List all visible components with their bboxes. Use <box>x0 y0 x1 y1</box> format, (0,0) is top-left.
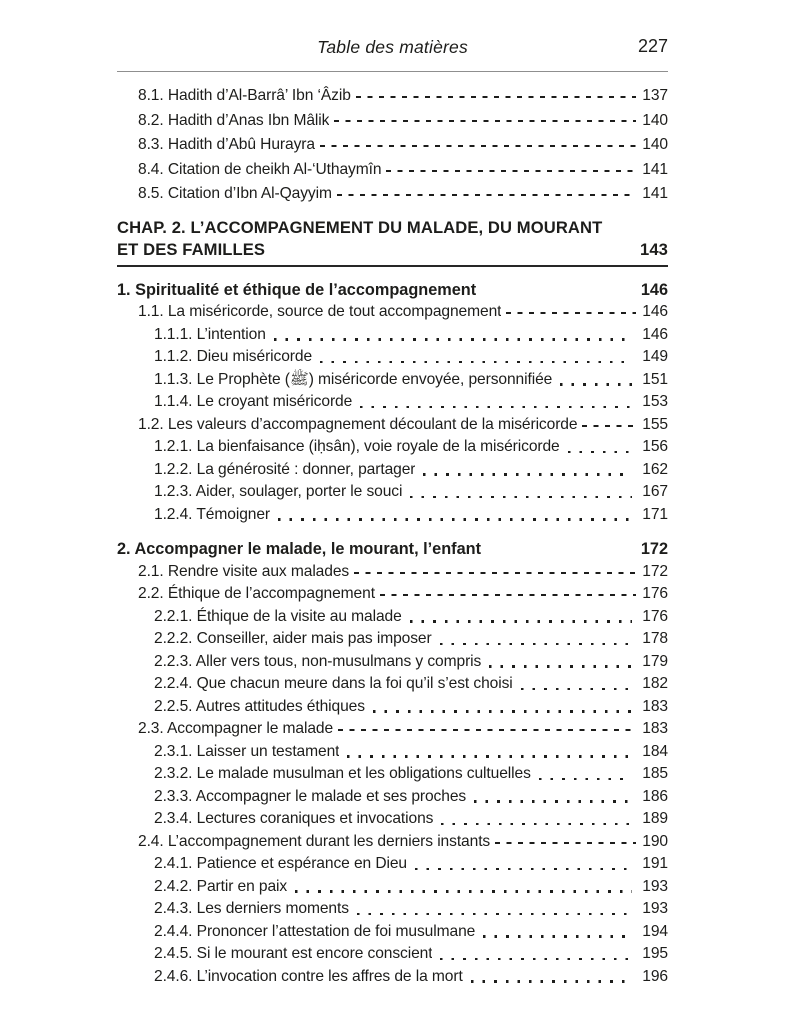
entry-label: 8.4. Citation de cheikh Al-‘Uthaymîn <box>138 160 382 178</box>
entry-label: 1.1.4. Le croyant miséricorde <box>154 393 353 411</box>
toc-entry <box>117 808 668 831</box>
leader-dots <box>563 436 636 459</box>
leader-dots <box>516 673 636 696</box>
toc-entry <box>117 763 668 786</box>
entry-page-number: 146 <box>642 325 668 343</box>
leader-dots <box>534 763 636 786</box>
entry-page-number: 153 <box>642 393 668 411</box>
entry-label: 2.3.4. Lectures coraniques et invocations <box>154 810 434 828</box>
folio-page-number: 227 <box>637 36 668 56</box>
leader-dots <box>469 786 636 809</box>
entry-label: 2.4.4. Prononcer l’attestation de foi musulmane <box>154 922 476 940</box>
toc-entry <box>117 651 668 674</box>
toc-entry <box>117 84 668 109</box>
entry-label: 1.2.4. Témoigner <box>154 505 271 523</box>
leader-dots <box>405 481 636 504</box>
chapter-heading <box>117 217 668 267</box>
entry-label: 2.4.5. Si le mourant est encore conscient <box>154 945 433 963</box>
leader-dashes <box>504 301 636 324</box>
leader-dashes <box>318 133 636 158</box>
chapter-title-line1: CHAP. 2. L’ACCOMPAGNEMENT DU MALADE, DU MOURANT <box>117 217 603 237</box>
entry-label: 2.2.1. Éthique de la visite au malade <box>154 607 402 625</box>
leader-dashes <box>335 182 636 207</box>
entry-page-number: 140 <box>642 111 668 129</box>
toc-entry <box>117 481 668 504</box>
leader-dots <box>269 324 636 347</box>
entry-page-number: 191 <box>642 855 668 873</box>
entry-label: 2.1. Rendre visite aux malades <box>138 562 350 580</box>
leader-dots <box>410 853 636 876</box>
toc-entry <box>117 628 668 651</box>
toc-entry <box>117 436 668 459</box>
leader-dots <box>466 966 636 989</box>
leader-dots <box>352 898 636 921</box>
toc-entry <box>117 391 668 414</box>
toc-entry <box>117 898 668 921</box>
entry-page-number: 182 <box>642 675 668 693</box>
toc-entry <box>117 853 668 876</box>
entry-label: 2.4. L’accompagnement durant les derniers instants <box>138 832 491 850</box>
toc-entry <box>117 459 668 482</box>
leader-dashes <box>336 718 636 741</box>
leader-spacer <box>484 538 636 561</box>
header-rule <box>117 71 668 72</box>
toc-entry <box>117 414 668 437</box>
toc-entry <box>117 673 668 696</box>
leader-dashes <box>384 158 636 183</box>
entry-label: 8.2. Hadith d’Anas Ibn Mâlik <box>138 111 330 129</box>
leader-dashes <box>352 561 636 584</box>
toc-entry <box>117 369 668 392</box>
leader-dots <box>405 606 636 629</box>
entry-page-number: 141 <box>642 185 668 203</box>
entry-label: 1. Spiritualité et éthique de l’accompagnement <box>117 280 477 299</box>
entry-label: 2.2.2. Conseiller, aider mais pas imposer <box>154 630 432 648</box>
leader-dots <box>435 943 636 966</box>
entry-label: 8.5. Citation d’Ibn Al-Qayyim <box>138 185 332 203</box>
entry-page-number: 183 <box>642 697 668 715</box>
entry-label: 2.3.2. Le malade musulman et les obligations cultuelles <box>154 765 531 783</box>
leader-dots <box>368 696 636 719</box>
leader-dots <box>478 921 636 944</box>
toc-entry <box>117 696 668 719</box>
entry-label: 8.3. Hadith d’Abû Hurayra <box>138 136 315 154</box>
leader-dots <box>290 876 636 899</box>
leader-dots <box>435 628 636 651</box>
entry-page-number: 172 <box>642 562 668 580</box>
leader-dots <box>315 346 636 369</box>
entry-label: 1.2.2. La générosité : donner, partager <box>154 460 416 478</box>
entry-page-number: 184 <box>642 742 668 760</box>
entry-label: 1.1.3. Le Prophète (ﷺ) miséricorde envoyée, personnifiée <box>154 370 553 388</box>
leader-dashes <box>580 414 636 437</box>
toc-section-entry <box>117 538 668 561</box>
toc-entry <box>117 876 668 899</box>
entry-page-number: 176 <box>642 585 668 603</box>
toc-entry <box>117 109 668 134</box>
toc-entry <box>117 943 668 966</box>
entry-page-number: 146 <box>640 280 668 299</box>
chapter-page-number: 143 <box>640 239 668 259</box>
entry-label: 1.2.1. La bienfaisance (iḥsân), voie royale de la miséricorde <box>154 438 560 456</box>
entry-label: 2.2.5. Autres attitudes éthiques <box>154 697 365 715</box>
entry-page-number: 149 <box>642 348 668 366</box>
toc-entry <box>117 718 668 741</box>
entry-page-number: 156 <box>642 438 668 456</box>
leader-dots <box>436 808 636 831</box>
entry-label: 1.1.1. L’intention <box>154 325 266 343</box>
toc-list <box>117 84 668 988</box>
entry-label: 2.4.3. Les derniers moments <box>154 900 349 918</box>
entry-label: 2.3. Accompagner le malade <box>138 720 334 738</box>
leader-dashes <box>354 84 636 109</box>
running-header-title: Table des matières <box>317 37 468 57</box>
toc-entry <box>117 786 668 809</box>
entry-page-number: 146 <box>642 303 668 321</box>
entry-page-number: 141 <box>642 160 668 178</box>
toc-entry <box>117 741 668 764</box>
entry-page-number: 189 <box>642 810 668 828</box>
leader-dots <box>484 651 636 674</box>
entry-label: 8.1. Hadith d’Al-Barrâ’ Ibn ‘Âzib <box>138 87 351 104</box>
toc-entry <box>117 158 668 183</box>
entry-label: 2.4.1. Patience et espérance en Dieu <box>154 855 408 873</box>
toc-entry <box>117 606 668 629</box>
entry-page-number: 190 <box>642 832 668 850</box>
entry-page-number: 179 <box>642 652 668 670</box>
entry-label: 2. Accompagner le malade, le mourant, l’enfant <box>117 540 482 559</box>
entry-label: 2.2.3. Aller vers tous, non-musulmans y compris <box>154 652 482 670</box>
entry-page-number: 172 <box>640 540 668 559</box>
leader-dots <box>355 391 636 414</box>
page-content <box>117 0 668 988</box>
entry-page-number: 193 <box>642 877 668 895</box>
toc-section-entry <box>117 279 668 302</box>
entry-page-number: 167 <box>642 483 668 501</box>
entry-page-number: 196 <box>642 967 668 985</box>
toc-entry <box>117 324 668 347</box>
entry-page-number: 140 <box>642 136 668 154</box>
entry-label: 2.4.6. L’invocation contre les affres de la mort <box>154 967 463 985</box>
entry-label: 1.2.3. Aider, soulager, porter le souci <box>154 483 403 501</box>
toc-entry <box>117 966 668 989</box>
toc-entry <box>117 921 668 944</box>
leader-dots <box>555 369 636 392</box>
leader-dashes <box>378 583 636 606</box>
toc-entry <box>117 831 668 854</box>
entry-label: 2.2. Éthique de l’accompagnement <box>138 585 375 603</box>
leader-spacer <box>479 279 636 302</box>
toc-entry <box>117 504 668 527</box>
entry-page-number: 185 <box>642 765 668 783</box>
entry-page-number: 171 <box>642 505 668 523</box>
entry-label: 1.2. Les valeurs d’accompagnement découlant de la miséricorde <box>138 415 578 433</box>
toc-entry <box>117 561 668 584</box>
entry-label: 2.4.2. Partir en paix <box>154 877 288 895</box>
leader-dashes <box>493 831 636 854</box>
entry-page-number: 162 <box>642 460 668 478</box>
entry-page-number: 183 <box>642 720 668 738</box>
entry-page-number: 178 <box>642 630 668 648</box>
leader-dots <box>418 459 636 482</box>
toc-entry <box>117 301 668 324</box>
toc-entry <box>117 182 668 207</box>
entry-label: 1.1. La miséricorde, source de tout accompagnement <box>138 303 502 321</box>
entry-page-number: 195 <box>642 945 668 963</box>
toc-entry <box>117 583 668 606</box>
entry-page-number: 176 <box>642 607 668 625</box>
entry-label: 2.2.4. Que chacun meure dans la foi qu’il s’est choisi <box>154 675 513 693</box>
entry-page-number: 155 <box>642 415 668 433</box>
leader-dots <box>273 504 636 527</box>
entry-label: 1.1.2. Dieu miséricorde <box>154 348 313 366</box>
entry-page-number: 151 <box>642 370 668 388</box>
entry-page-number: 137 <box>642 87 668 104</box>
chapter-title-line2: ET DES FAMILLES <box>117 239 266 259</box>
entry-page-number: 193 <box>642 900 668 918</box>
entry-label: 2.3.3. Accompagner le malade et ses proches <box>154 787 467 805</box>
toc-entry <box>117 346 668 369</box>
chapter-title-line2-row <box>117 239 668 261</box>
entry-page-number: 194 <box>642 922 668 940</box>
running-header <box>117 37 668 65</box>
leader-dots <box>342 741 636 764</box>
leader-dashes <box>332 109 636 134</box>
entry-page-number: 186 <box>642 787 668 805</box>
toc-entry <box>117 133 668 158</box>
entry-label: 2.3.1. Laisser un testament <box>154 742 340 760</box>
